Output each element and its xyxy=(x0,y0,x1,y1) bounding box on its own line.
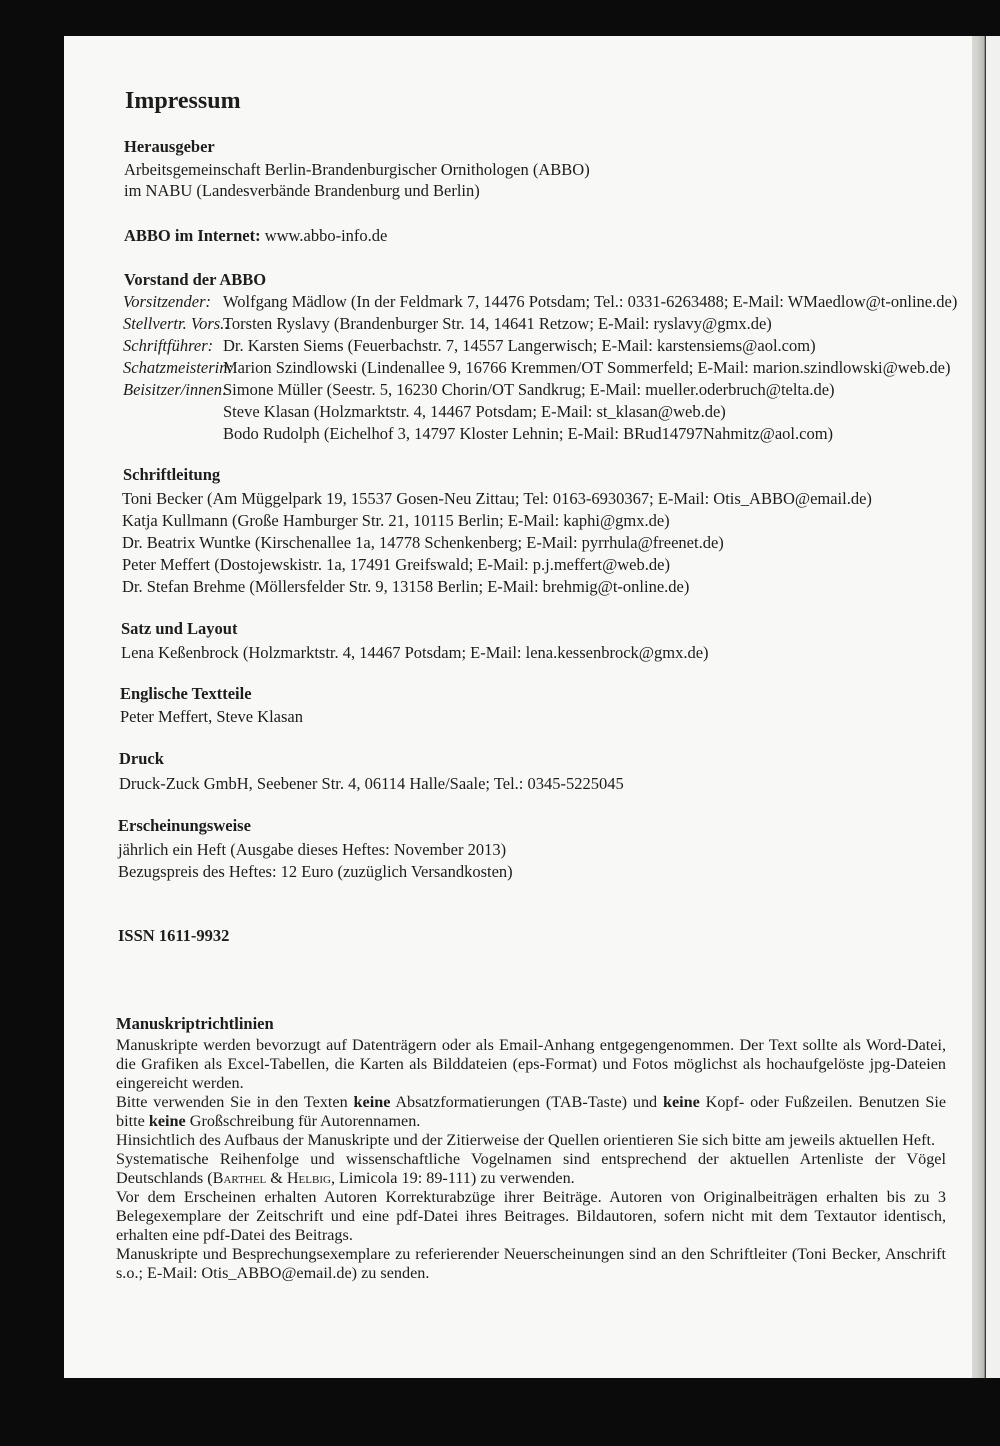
herausgeber-line-2: im NABU (Landesverbände Brandenburg und Berlin) xyxy=(124,181,480,200)
manuskript-text-part: Kopf- oder Fußzeilen. Benutzen Sie bitte xyxy=(116,1093,947,1130)
erscheinung-heading: Erscheinungsweise xyxy=(118,816,251,835)
herausgeber-line-1: Arbeitsgemeinschaft Berlin-Brandenburgischer Ornithologen (ABBO) xyxy=(124,160,590,179)
erscheinung-line-2: Bezugspreis des Heftes: 12 Euro (zuzüglich Versandkosten) xyxy=(118,862,513,881)
vorstand-member-text: Dr. Karsten Siems (Feuerbachstr. 7, 14557 Langerwisch; E-Mail: karstensiems@aol.com) xyxy=(223,336,816,355)
englisch-heading: Englische Textteile xyxy=(120,684,252,703)
vorstand-member xyxy=(123,380,835,400)
internet-label: ABBO im Internet: xyxy=(124,226,261,245)
vorstand-member-text: Torsten Ryslavy (Brandenburger Str. 14, 14641 Retzow; E-Mail: ryslavy@gmx.de) xyxy=(223,314,772,333)
manuskript-text-part: , Limicola 19: 89-111) zu verwenden. xyxy=(330,1169,575,1187)
internet-url: www.abbo-info.de xyxy=(264,226,388,245)
emphasis-keine: keine xyxy=(662,1093,700,1111)
satz-heading: Satz und Layout xyxy=(121,619,238,638)
vorstand-member-text: Steve Klasan (Holzmarktstr. 4, 14467 Potsdam; E-Mail: st_klasan@web.de) xyxy=(223,402,726,421)
schriftleitung-line: Dr. Stefan Brehme (Möllersfelder Str. 9, 13158 Berlin; E-Mail: brehmig@t-online.de) xyxy=(122,577,690,596)
herausgeber-heading: Herausgeber xyxy=(124,137,215,156)
vorstand-role: Schatzmeisterin: xyxy=(123,358,233,377)
vorstand-role: Stellvertr. Vors.: xyxy=(123,314,230,333)
satz-line: Lena Keßenbrock (Holzmarktstr. 4, 14467 Potsdam; E-Mail: lena.kessenbrock@gmx.de) xyxy=(121,643,709,662)
vorstand-role: Vorsitzender: xyxy=(123,292,211,311)
druck-line: Druck-Zuck GmbH, Seebener Str. 4, 06114 Halle/Saale; Tel.: 0345-5225045 xyxy=(119,774,624,793)
manuskript-paragraph xyxy=(116,1093,946,1131)
vorstand-role: Beisitzer/innen: xyxy=(123,380,228,399)
vorstand-heading: Vorstand der ABBO xyxy=(124,270,267,289)
manuskript-paragraph: Vor dem Erscheinen erhalten Autoren Korrekturabzüge ihrer Beiträge. Autoren von Originalbeiträgen erhalten bis zu 3 Belegexemplare der Zeitschrift und eine pdf-Datei ihres Beitrages. Bildautoren, sofern nicht mit dem Textautor identisch, erhalten eine pdf-Datei des Beitrags. xyxy=(116,1188,946,1244)
manuskript-paragraph: Manuskripte und Besprechungsexemplare zu referierender Neuerscheinungen sind an den Schriftleiter (Toni Becker, Anschrift s.o.; E-Mail: Otis_ABBO@email.de) zu senden. xyxy=(116,1245,946,1282)
manuskript-paragraph: Manuskripte werden bevorzugt auf Datenträgern oder als Email-Anhang entgegengenommen. Der Text sollte als Word-Datei, die Grafiken als Excel-Tabellen, die Karten als Bilddateien (eps-Format) und Fotos möglichst als hochaufgelöste jpg-Dateien eingereicht werden. xyxy=(116,1036,946,1092)
vorstand-member-text: Bodo Rudolph (Eichelhof 3, 14797 Kloster Lehnin; E-Mail: BRud14797Nahmitz@aol.com) xyxy=(223,424,834,443)
manuskript-text-part: Systematische Reihenfolge und wissenschaftliche Vogelnamen sind entsprechend der aktuellen Artenliste der Vögel Deutschlands ( xyxy=(116,1150,946,1187)
vorstand-member xyxy=(123,358,950,378)
englisch-line: Peter Meffert, Steve Klasan xyxy=(120,707,303,726)
manuskript-text-part: Großschreibung für Autorennamen. xyxy=(185,1112,421,1130)
manuskript-heading: Manuskriptrichtlinien xyxy=(116,1014,274,1033)
page-title: Impressum xyxy=(125,88,241,114)
schriftleitung-line: Toni Becker (Am Müggelpark 19, 15537 Gosen-Neu Zittau; Tel: 0163-6930367; E-Mail: Otis_ABBO@email.de) xyxy=(122,489,872,508)
emphasis-keine: keine xyxy=(353,1093,391,1111)
druck-heading: Druck xyxy=(119,749,164,768)
vorstand-member-text: Simone Müller (Seestr. 5, 16230 Chorin/OT Sandkrug; E-Mail: mueller.oderbruch@telta.de) xyxy=(223,380,835,399)
emphasis-keine: keine xyxy=(148,1112,186,1130)
schriftleitung-line: Dr. Beatrix Wuntke (Kirschenallee 1a, 14778 Schenkenberg; E-Mail: pyrrhula@freenet.de) xyxy=(122,533,724,552)
vorstand-member xyxy=(123,314,772,334)
citation-authors: Barthel & Helbig xyxy=(212,1169,331,1187)
erscheinung-line-1: jährlich ein Heft (Ausgabe dieses Heftes: November 2013) xyxy=(118,840,507,859)
vorstand-member-text: Marion Szindlowski (Lindenallee 9, 16766 Kremmen/OT Sommerfeld; E-Mail: marion.szindlowski@web.de) xyxy=(223,358,951,377)
issn: ISSN 1611-9932 xyxy=(118,926,230,945)
manuskript-text xyxy=(116,1036,946,1283)
manuskript-paragraph: Hinsichtlich des Aufbaus der Manuskripte und der Zitierweise der Quellen orientieren Sie sich bitte am jeweils aktuellen Heft. xyxy=(116,1131,936,1149)
manuskript-text-part: Absatzformatierungen (TAB-Taste) und xyxy=(390,1093,663,1111)
schriftleitung-line: Katja Kullmann (Große Hamburger Str. 21, 10115 Berlin; E-Mail: kaphi@gmx.de) xyxy=(122,511,670,530)
manuskript-paragraph xyxy=(116,1150,946,1188)
manuskript-text-part: Bitte verwenden Sie in den Texten xyxy=(116,1093,354,1111)
vorstand-member xyxy=(123,336,816,356)
vorstand-role: Schriftführer: xyxy=(123,336,214,355)
next-page-strip xyxy=(986,36,1000,1378)
internet-line xyxy=(124,226,387,246)
schriftleitung-line: Peter Meffert (Dostojewskistr. 1a, 17491 Greifswald; E-Mail: p.j.meffert@web.de) xyxy=(122,555,670,574)
schriftleitung-heading: Schriftleitung xyxy=(123,465,221,484)
vorstand-member xyxy=(123,292,957,312)
vorstand-member-text: Wolfgang Mädlow (In der Feldmark 7, 14476 Potsdam; Tel.: 0331-6263488; E-Mail: WMaedlow@t-online.de) xyxy=(223,292,958,311)
